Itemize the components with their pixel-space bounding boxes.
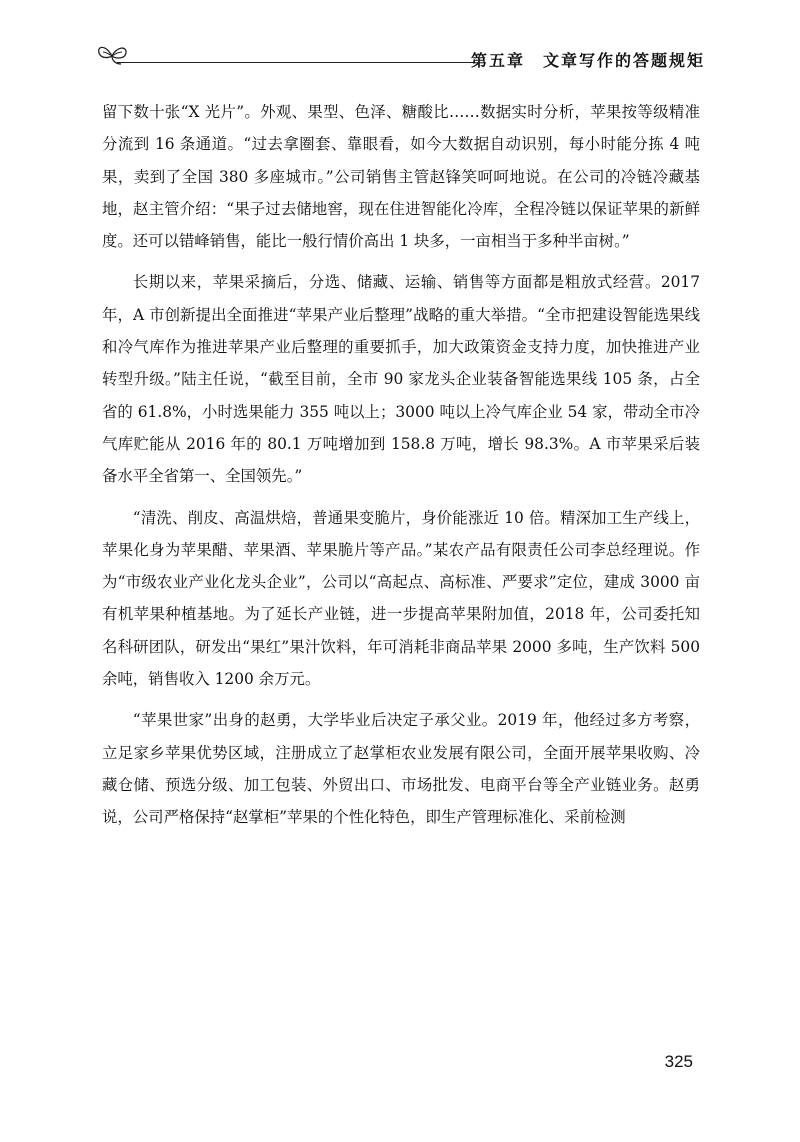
running-header bbox=[95, 38, 705, 78]
paragraph: “清洗、削皮、高温烘焙，普通果变脆片，身价能涨近 10 倍。精深加工生产线上，苹果化身为苹果醋、苹果酒、苹果脆片等产品。”某农产品有限责任公司李总经理说。作为“市级农业产业化龙头企业”，公司以“高起点、高标准、严要求”定位，建成 3000 亩有机苹果种植基地。为了延长产业链，进一步提高苹果附加值，2018 年，公司委托知名科研团队，研发出“果红”果汁饮料，年可消耗非商品苹果 2000 多吨，生产饮料 500 余吨，销售收入 1200 余万元。 bbox=[102, 508, 700, 689]
body-text bbox=[102, 96, 700, 834]
chapter-title: 第五章 文章写作的答题规矩 bbox=[470, 51, 705, 70]
paragraph: 长期以来，苹果采摘后，分选、储藏、运输、销售等方面都是粗放式经营。2017 年，A 市创新提出全面推进“苹果产业后整理”战略的重大举措。“全市把建设智能选果线和冷气库作为推进苹果产业后整理的重要抓手，加大政策资金支持力度，加快推进产业转型升级。”陆主任说，“截至目前，全市 90 家龙头企业装备智能选果线 105 条，占全省的 61.8%，小时选果能力 355 吨以上；3000 吨以上冷气库企业 54 家，带动全市冷气库贮能从 2016 年的 80.1 万吨增加到 158.8 万吨，增长 98.3%。A 市苹果采后装备水平全省第一、全国领先。” bbox=[102, 273, 700, 486]
paragraph: 留下数十张“X 光片”。外观、果型、色泽、糖酸比……数据实时分析，苹果按等级精准分流到 16 条通道。“过去拿圈套、靠眼看，如今大数据自动识别，每小时能分拣 4 吨果，卖到了全国 380 多座城市。”公司销售主管赵锋笑呵呵地说。在公司的冷链冷藏基地，赵主管介绍：“果子过去储地窖，现在住进智能化冷库，全程冷链以保证苹果的新鲜度。还可以错峰销售，能比一般行情价高出 1 块多，一亩相当于多种半亩树。” bbox=[102, 103, 700, 251]
paragraph: “苹果世家”出身的赵勇，大学毕业后决定子承父业。2019 年，他经过多方考察，立足家乡苹果优势区域，注册成立了赵掌柜农业发展有限公司，全面开展苹果收购、冷藏仓储、预选分级、加工包装、外贸出口、市场批发、电商平台等全产业链业务。赵勇说，公司严格保持“赵掌柜”苹果的个性化特色，即生产管理标准化、采前检测 bbox=[102, 711, 700, 827]
page-number: 325 bbox=[664, 1052, 693, 1071]
sprout-ornament-icon bbox=[95, 40, 129, 70]
header-rule bbox=[117, 62, 475, 63]
